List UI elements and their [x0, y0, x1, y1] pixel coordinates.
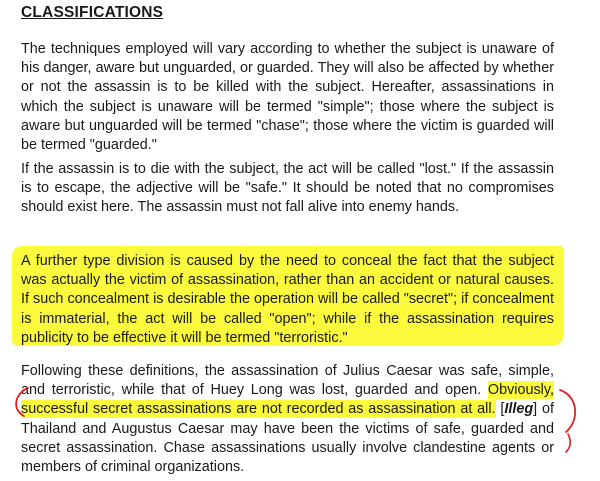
- bracket-open: [: [500, 401, 505, 418]
- illegible-marker: Illeg: [504, 401, 534, 418]
- red-pen-tick-mark: [566, 434, 570, 452]
- section-heading: CLASSIFICATIONS: [21, 4, 164, 21]
- paragraph-techniques: The techniques employed will vary according to whether the subject is unaware of his danger, aware but unguarded, or guarded. They will also be affected by whether or not the assassin is to be killed with the subject. Hereafter, assassinations in which the subject is unaware will be termed "simple"; those where the subject is aware but unguarded will be termed "chase"; those where the victim is guarded will be termed "guarded.": [21, 41, 554, 154]
- red-pen-right-bracket: [560, 390, 575, 432]
- bracket-close: ]: [533, 401, 538, 418]
- paragraph-lost-safe: If the assassin is to die with the subject, the act will be called "lost." If the assassin is to escape, the adjective will be "safe." It should be noted that no compromises should exist here. The assassin must not fall alive into enemy hands.: [21, 161, 554, 216]
- paragraph-tail-text: of Thailand and Augustus Caesar may have been the victims of safe, guarded and secret assassination. Chase assassinations usually involve clandestine agents or members of criminal organizations.: [21, 401, 555, 476]
- paragraph-definitions-examples: [21, 362, 554, 477]
- paragraph-secret-open-terroristic: A further type division is caused by the need to conceal the fact that the subject was actually the victim of assassination, rather than an accident or natural causes. If such concealment is desirable the operation will be called "secret"; if concealment is immaterial, the act will be called "open"; while if the assassination requires publicity to be effective it will be termed "terroristic.": [21, 253, 554, 346]
- paragraph-lead-text: Following these definitions, the assassination of Julius Caesar was safe, simple, and terroristic, while that of Huey Long was lost, guarded and open.: [21, 363, 554, 399]
- highlighted-sentence: Obviously, successful secret assassinations are not recorded as assassination at all.: [21, 382, 554, 418]
